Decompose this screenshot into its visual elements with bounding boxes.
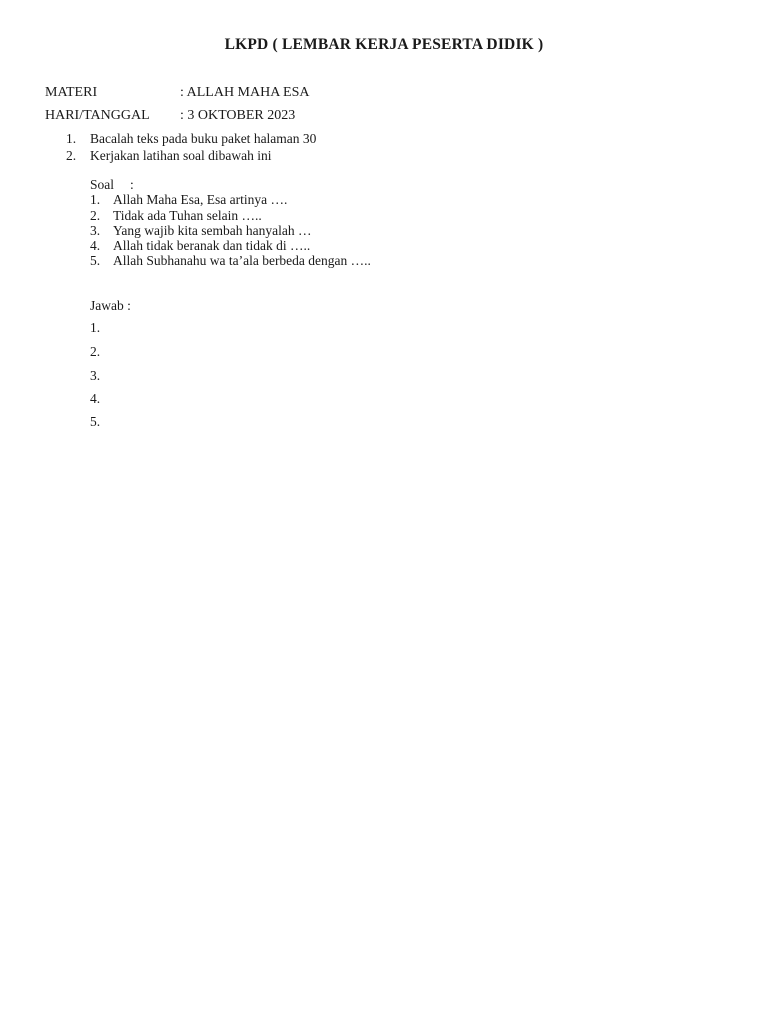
soal-text: Tidak ada Tuhan selain ….. [113,208,262,223]
instruction-number: 1. [66,131,77,146]
soal-label: Soal [90,177,115,192]
instruction-text: Kerjakan latihan soal dibawah ini [90,148,272,163]
meta-tanggal-row [45,107,295,125]
soal-text: Allah tidak beranak dan tidak di ….. [113,238,311,253]
soal-heading [90,176,134,193]
materi-label: MATERI [45,85,98,100]
soal-item [90,192,287,208]
meta-materi-row [45,84,310,102]
soal-number: 1. [90,192,101,207]
tanggal-value: : 3 OKTOBER 2023 [180,108,296,123]
page-title: LKPD ( LEMBAR KERJA PESERTA DIDIK ) [224,36,544,53]
jawab-item: 1. [90,320,101,335]
jawab-item: 3. [90,368,101,383]
materi-value: : ALLAH MAHA ESA [180,85,310,100]
soal-item [90,223,311,239]
soal-item [90,253,371,269]
instruction-text: Bacalah teks pada buku paket halaman 30 [90,131,317,146]
tanggal-label: HARI/TANGGAL [45,108,150,123]
soal-number: 5. [90,253,101,268]
soal-text: Yang wajib kita sembah hanyalah … [113,223,312,238]
jawab-item: 5. [90,414,101,429]
instruction-item [66,147,271,164]
jawab-item: 2. [90,344,101,359]
soal-number: 4. [90,238,101,253]
soal-colon: : [130,177,134,192]
soal-item [90,208,262,224]
jawab-item: 4. [90,391,101,406]
soal-number: 2. [90,208,101,223]
soal-text: Allah Subhanahu wa ta’ala berbeda dengan ….. [113,253,371,268]
jawab-heading: Jawab : [90,298,131,313]
instruction-number: 2. [66,148,77,163]
instruction-item [66,130,316,147]
soal-number: 3. [90,223,101,238]
soal-item [90,238,310,254]
soal-text: Allah Maha Esa, Esa artinya …. [113,192,288,207]
